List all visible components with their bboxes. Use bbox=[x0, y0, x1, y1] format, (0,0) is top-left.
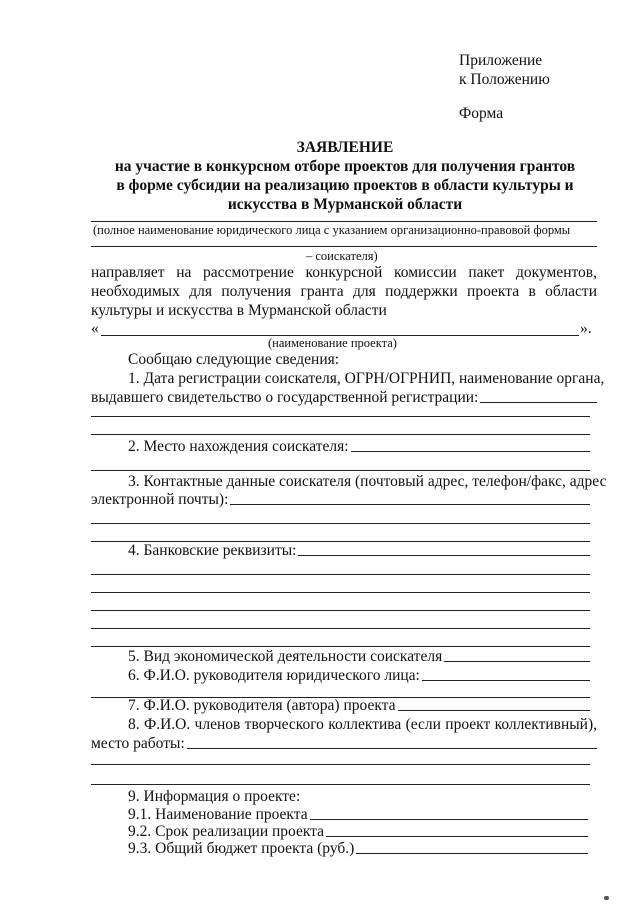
document-subtitle-line2: в форме субсидии на реализацию проектов в области культуры и bbox=[116, 177, 574, 194]
scan-mark bbox=[604, 896, 609, 900]
item1-line2: выдавшего свидетельство о государственной регистрации: bbox=[91, 389, 479, 406]
document-subtitle-line1: на участие в конкурсном отборе проектов для получения грантов bbox=[114, 158, 576, 175]
applicant-name-hint-2: – соискателя) bbox=[306, 249, 378, 263]
bank-line-6[interactable] bbox=[91, 646, 590, 647]
registration-line-3[interactable] bbox=[91, 434, 590, 435]
intro-line1: направляет на рассмотрение конкурсной комиссии пакет документов, bbox=[91, 264, 597, 281]
item5-label: 5. Вид экономической деятельности соискателя bbox=[128, 648, 443, 665]
project-budget-field[interactable] bbox=[356, 853, 588, 854]
bank-details-field[interactable] bbox=[298, 555, 590, 556]
appendix-label: Приложение bbox=[459, 52, 543, 69]
intro-line3: культуры и искусства в Мурманской области bbox=[91, 302, 387, 319]
item9-2-row bbox=[128, 823, 588, 841]
location-field[interactable] bbox=[351, 451, 590, 452]
applicant-name-hint: (полное наименование юридического лица с указанием организационно-правовой формы bbox=[93, 223, 571, 237]
quote-close: ». bbox=[580, 320, 592, 337]
item8-line1: 8. Ф.И.О. членов творческого коллектива (если проект коллективный), bbox=[128, 716, 597, 733]
applicant-name-line-2[interactable] bbox=[91, 246, 597, 247]
regulation-label: к Положению bbox=[459, 71, 550, 88]
item9-label: 9. Информация о проекте: bbox=[128, 788, 301, 805]
item4-row bbox=[128, 542, 590, 560]
item7-row bbox=[128, 697, 590, 715]
item2-row bbox=[128, 438, 590, 456]
location-line-2[interactable] bbox=[91, 470, 590, 471]
item8-line2-row bbox=[91, 735, 597, 753]
registration-line-2[interactable] bbox=[91, 416, 590, 417]
team-line-3[interactable] bbox=[91, 784, 590, 785]
item9-3-row bbox=[128, 840, 588, 858]
author-field[interactable] bbox=[398, 710, 590, 711]
team-line-2[interactable] bbox=[91, 764, 590, 765]
intro-line2: необходимых для получения гранта для поддержки проекта в области bbox=[91, 283, 597, 300]
item5-row bbox=[128, 648, 590, 666]
item3-line2-row bbox=[91, 491, 590, 509]
head-name-field[interactable] bbox=[422, 680, 590, 681]
item4-label: 4. Банковские реквизиты: bbox=[128, 542, 297, 559]
project-title-field[interactable] bbox=[310, 819, 588, 820]
applicant-name-line[interactable] bbox=[91, 221, 597, 222]
item7-label: 7. Ф.И.О. руководителя (автора) проекта bbox=[128, 697, 396, 714]
bank-line-4[interactable] bbox=[91, 610, 590, 611]
form-label: Форма bbox=[459, 105, 504, 122]
team-field[interactable] bbox=[187, 748, 597, 749]
bank-line-3[interactable] bbox=[91, 592, 590, 593]
item3-line2: электронной почты): bbox=[91, 491, 229, 508]
contacts-line-2[interactable] bbox=[91, 523, 590, 524]
contacts-field[interactable] bbox=[230, 504, 590, 505]
item9-1-label: 9.1. Наименование проекта bbox=[128, 806, 308, 823]
item8-line2: место работы: bbox=[91, 735, 185, 752]
item1-line2-row bbox=[91, 389, 597, 407]
bank-line-2[interactable] bbox=[91, 574, 590, 575]
item3-line1: 3. Контактные данные соискателя (почтовый адрес, телефон/факс, адрес bbox=[128, 473, 607, 490]
document-title: ЗАЯВЛЕНИЕ bbox=[296, 139, 394, 156]
quote-open: « bbox=[91, 320, 99, 337]
bank-line-5[interactable] bbox=[91, 628, 590, 629]
project-term-field[interactable] bbox=[326, 836, 588, 837]
item9-1-row bbox=[128, 806, 588, 824]
item6-label: 6. Ф.И.О. руководителя юридического лица: bbox=[128, 667, 420, 684]
item6-row bbox=[128, 667, 590, 685]
item9-2-label: 9.2. Срок реализации проекта bbox=[128, 823, 325, 840]
item1-line1: 1. Дата регистрации соискателя, ОГРН/ОГРНИП, наименование органа, bbox=[128, 370, 605, 387]
report-intro: Сообщаю следующие сведения: bbox=[128, 351, 340, 368]
project-name-hint: (наименование проекта) bbox=[268, 336, 397, 350]
item2-label: 2. Место нахождения соискателя: bbox=[128, 438, 349, 455]
item9-3-label: 9.3. Общий бюджет проекта (руб.) bbox=[128, 840, 355, 857]
registration-field[interactable] bbox=[480, 402, 597, 403]
activity-field[interactable] bbox=[444, 661, 590, 662]
document-subtitle-line3: искусства в Мурманской области bbox=[227, 196, 463, 213]
